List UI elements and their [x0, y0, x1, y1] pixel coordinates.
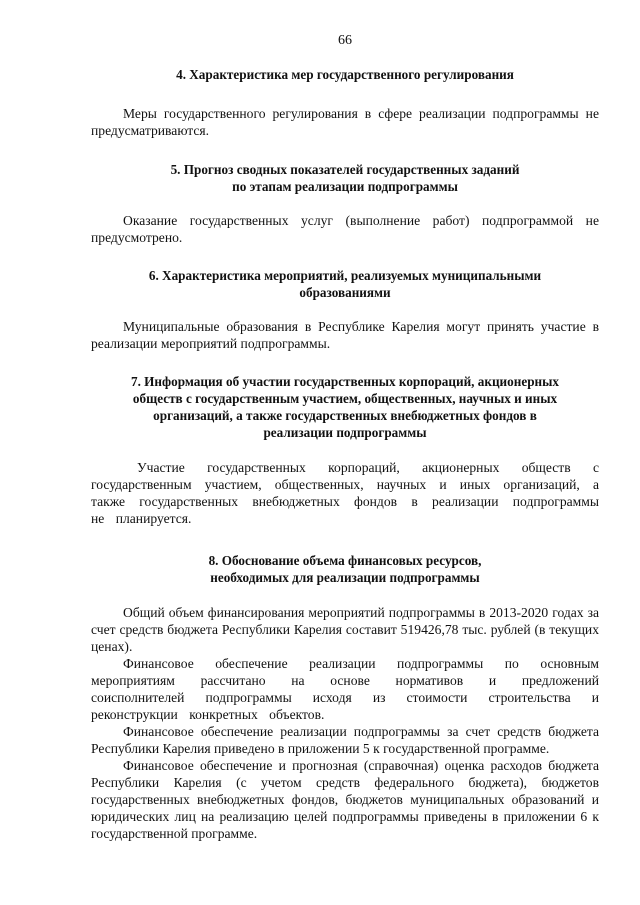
section-8-paragraph-appendix-6: Финансовое обеспечение и прогнозная (справочная) оценка расходов бюджета Республики Карелия (с учетом средств федерального бюджета), бюджетов государственных внебюджетных фондов, бюджетов муниципальных образований и юридических лиц на реализацию целей подпрограммы приведены в приложении 6 к государственной программе. [91, 758, 599, 841]
section-8-paragraph-total: Общий объем финансирования мероприятий подпрограммы в 2013-2020 годах за счет средств бюджета Республики Карелия составит 519426,78 тыс. рублей (в текущих ценах). [91, 605, 599, 654]
section-6-paragraph: Муниципальные образования в Республике Карелия могут принять участие в реализации мероприятий подпрограммы. [91, 319, 599, 351]
section-8-heading [91, 552, 599, 586]
heading-line: необходимых для реализации подпрограммы [210, 570, 480, 585]
heading-line: организаций, а также государственных внебюджетных фондов в [153, 408, 537, 423]
heading-line: образованиями [299, 285, 391, 300]
section-8-paragraph-appendix-5: Финансовое обеспечение реализации подпрограммы за счет средств бюджета Республики Карелия приведено в приложении 5 к государственной программе. [91, 724, 599, 756]
page-number: 66 [338, 33, 352, 48]
section-8-paragraph-basis: Финансовое обеспечение реализации подпрограммы по основным мероприятиям рассчитано на основе нормативов и предложений соисполнителей подпрограммы исходя из стоимости строительства и реконструкции конкретных объектов. [91, 656, 599, 722]
section-7-heading [91, 373, 599, 441]
section-7-paragraph: Участие государственных корпораций, акционерных обществ с государственным участием, общественных, научных и иных организаций, а также государственных внебюджетных фондов в реализации подпрограммы не планируется. [91, 460, 599, 526]
section-5-paragraph: Оказание государственных услуг (выполнение работ) подпрограммой не предусмотрено. [91, 213, 599, 245]
section-4-paragraph: Меры государственного регулирования в сфере реализации подпрограммы не предусматриваются. [91, 106, 599, 138]
heading-line: 4. Характеристика мер государственного регулирования [176, 67, 514, 82]
heading-line: обществ с государственным участием, общественных, научных и иных [132, 391, 558, 406]
heading-line: 8. Обоснование объема финансовых ресурсов, [208, 553, 482, 568]
section-6-heading [91, 267, 599, 301]
document-page [91, 32, 599, 842]
heading-line: 7. Информация об участии государственных корпораций, акционерных [130, 374, 560, 389]
heading-line: реализации подпрограммы [263, 425, 427, 440]
heading-line: по этапам реализации подпрограммы [232, 179, 458, 194]
heading-line: 5. Прогноз сводных показателей государственных заданий [170, 162, 520, 177]
section-4-heading [91, 66, 599, 83]
section-5-heading [91, 161, 599, 195]
heading-line: 6. Характеристика мероприятий, реализуемых муниципальными [148, 268, 542, 283]
